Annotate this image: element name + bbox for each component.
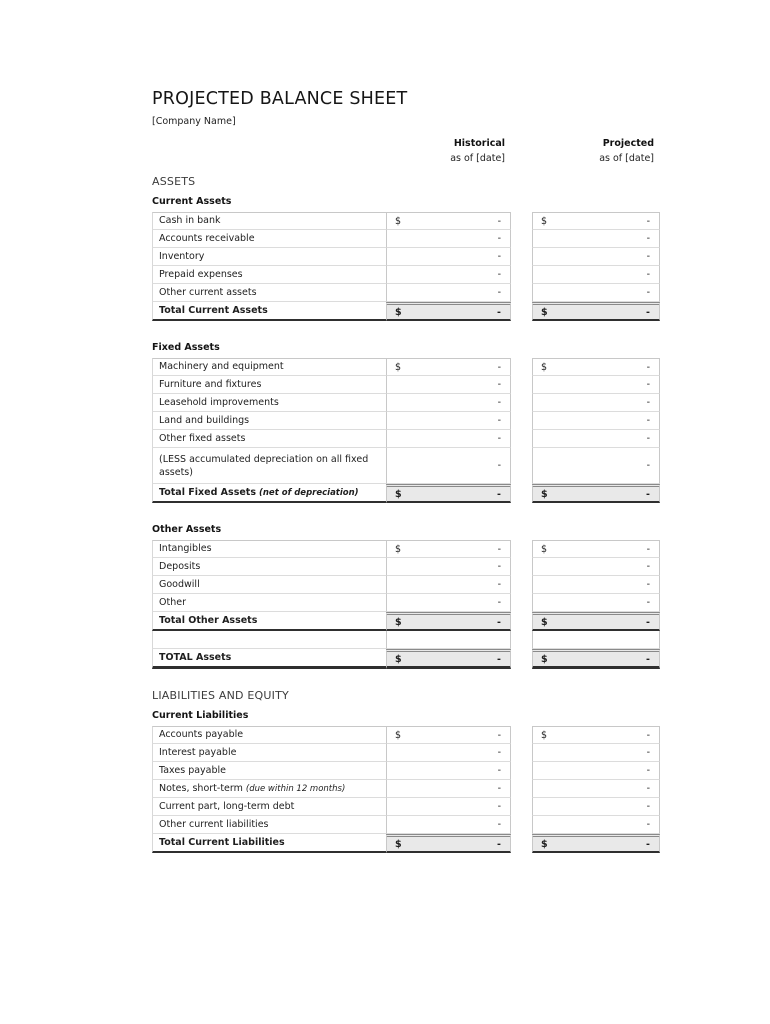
projected-value-cell — [532, 376, 660, 394]
balance-sheet-page — [152, 88, 660, 853]
balance-table — [152, 540, 660, 669]
cell-placeholder-value: - — [497, 765, 501, 776]
table-row — [152, 376, 660, 394]
row-label-text: Goodwill — [159, 578, 200, 590]
projected-value-cell — [532, 394, 660, 412]
historical-value-cell — [386, 448, 511, 484]
company-name-placeholder: [Company Name] — [152, 116, 236, 127]
row-label — [159, 579, 200, 591]
row-label-text: Total Fixed Assets — [159, 486, 256, 498]
cell-placeholder-value: - — [646, 460, 650, 471]
projected-column-label: Projected — [602, 138, 654, 149]
cell-placeholder-value: - — [646, 269, 650, 280]
row-label-text: Other fixed assets — [159, 432, 246, 444]
row-label — [159, 361, 284, 373]
projected-value-cell — [532, 834, 660, 853]
table-row — [152, 430, 660, 448]
cell-placeholder-value: - — [646, 819, 650, 830]
currency-symbol: $ — [541, 653, 548, 665]
row-label-text: TOTAL Assets — [159, 651, 232, 663]
row-label-cell — [152, 744, 386, 762]
cell-placeholder-value: - — [497, 561, 501, 572]
row-label-text: Total Current Liabilities — [159, 836, 285, 848]
historical-value-cell — [386, 484, 511, 503]
block-subheading: Other Assets — [152, 524, 222, 535]
table-row — [152, 780, 660, 798]
currency-symbol: $ — [395, 543, 402, 555]
row-label-note: (net of depreciation) — [259, 487, 359, 498]
historical-value-cell — [386, 540, 511, 558]
row-label-text: Total Current Assets — [159, 304, 268, 316]
historical-value-cell — [386, 631, 511, 649]
cell-placeholder-value: - — [646, 729, 650, 741]
cell-placeholder-value: - — [497, 415, 501, 426]
row-label-cell — [152, 376, 386, 394]
total-row — [152, 834, 660, 853]
row-label-text: Taxes payable — [159, 764, 227, 776]
row-label-text: (LESS accumulated depreciation on all fixed assets) — [159, 453, 369, 478]
table-row — [152, 798, 660, 816]
row-label — [159, 379, 261, 391]
total-row — [152, 484, 660, 503]
projected-value-cell — [532, 612, 660, 631]
cell-placeholder-value: - — [646, 838, 650, 850]
table-row — [152, 558, 660, 576]
row-label — [159, 397, 279, 409]
historical-value-cell — [386, 649, 511, 669]
historical-value-cell — [386, 762, 511, 780]
balance-table — [152, 726, 660, 853]
row-label-cell — [152, 266, 386, 284]
cell-placeholder-value: - — [646, 306, 650, 318]
balance-table — [152, 358, 660, 503]
projected-value-cell — [532, 284, 660, 302]
row-label-cell — [152, 816, 386, 834]
cell-placeholder-value: - — [497, 215, 501, 227]
row-label-cell — [152, 484, 386, 503]
table-row — [152, 284, 660, 302]
cell-placeholder-value: - — [497, 488, 501, 500]
historical-value-cell — [386, 412, 511, 430]
table-row — [152, 744, 660, 762]
balance-table — [152, 212, 660, 321]
blank-row — [152, 631, 660, 649]
historical-value-cell — [386, 430, 511, 448]
projected-value-cell — [532, 302, 660, 321]
row-label-text: Deposits — [159, 560, 201, 572]
row-label-cell — [152, 302, 386, 321]
cell-placeholder-value: - — [646, 433, 650, 444]
row-label-text: Inventory — [159, 250, 205, 262]
row-label — [159, 543, 212, 555]
block-subheading: Current Assets — [152, 196, 232, 207]
projected-value-cell — [532, 448, 660, 484]
row-label-cell — [152, 448, 386, 484]
value-column-headers — [386, 136, 660, 166]
cell-placeholder-value: - — [646, 379, 650, 390]
currency-symbol: $ — [395, 215, 402, 227]
currency-symbol: $ — [395, 306, 402, 318]
row-label — [159, 305, 268, 317]
currency-symbol: $ — [541, 616, 548, 628]
currency-symbol: $ — [541, 838, 548, 850]
cell-placeholder-value: - — [497, 653, 501, 665]
projected-value-cell — [532, 248, 660, 266]
cell-placeholder-value: - — [646, 361, 650, 373]
cell-placeholder-value: - — [497, 801, 501, 812]
currency-symbol: $ — [541, 729, 548, 741]
cell-placeholder-value: - — [646, 579, 650, 590]
row-label — [159, 801, 294, 813]
block-subheading: Fixed Assets — [152, 342, 220, 353]
historical-value-cell — [386, 284, 511, 302]
cell-placeholder-value: - — [646, 488, 650, 500]
cell-placeholder-value: - — [497, 579, 501, 590]
cell-placeholder-value: - — [497, 783, 501, 794]
historical-value-cell — [386, 212, 511, 230]
historical-value-cell — [386, 248, 511, 266]
row-label — [159, 269, 243, 281]
cell-placeholder-value: - — [497, 597, 501, 608]
cell-placeholder-value: - — [497, 251, 501, 262]
cell-placeholder-value: - — [646, 561, 650, 572]
historical-value-cell — [386, 612, 511, 631]
table-block — [152, 195, 660, 321]
cell-placeholder-value: - — [497, 397, 501, 408]
row-label-text: Other current liabilities — [159, 818, 269, 830]
row-label-cell — [152, 798, 386, 816]
projected-value-cell — [532, 558, 660, 576]
cell-placeholder-value: - — [497, 616, 501, 628]
row-label — [159, 251, 204, 263]
cell-placeholder-value: - — [497, 543, 501, 555]
row-label — [159, 215, 221, 227]
historical-value-cell — [386, 726, 511, 744]
cell-placeholder-value: - — [497, 287, 501, 298]
row-label — [159, 415, 249, 427]
projected-value-cell — [532, 576, 660, 594]
projected-value-cell — [532, 594, 660, 612]
row-label — [159, 233, 255, 245]
currency-symbol: $ — [541, 306, 548, 318]
cell-placeholder-value: - — [497, 379, 501, 390]
sections-container — [152, 175, 660, 853]
projected-value-cell — [532, 484, 660, 503]
row-label-cell — [152, 412, 386, 430]
row-label — [159, 487, 359, 499]
cell-placeholder-value: - — [497, 747, 501, 758]
cell-placeholder-value: - — [497, 306, 501, 318]
row-label-text: Other current assets — [159, 286, 257, 298]
row-label-cell — [152, 394, 386, 412]
historical-value-cell — [386, 594, 511, 612]
historical-as-of-date: as of [date] — [450, 153, 505, 164]
currency-symbol: $ — [541, 488, 548, 500]
projected-column-header — [532, 136, 660, 166]
row-label — [159, 433, 245, 445]
historical-value-cell — [386, 798, 511, 816]
table-block — [152, 709, 660, 853]
table-row — [152, 212, 660, 230]
row-label — [159, 561, 200, 573]
row-label — [159, 287, 257, 299]
row-label-cell — [152, 780, 386, 798]
row-label-text: Prepaid expenses — [159, 268, 243, 280]
row-label-text: Furniture and fixtures — [159, 378, 262, 390]
historical-value-cell — [386, 266, 511, 284]
projected-value-cell — [532, 631, 660, 649]
page-title: PROJECTED BALANCE SHEET — [152, 89, 408, 109]
row-label-note: (due within 12 months) — [245, 783, 346, 794]
row-label-text: Interest payable — [159, 746, 237, 758]
projected-value-cell — [532, 816, 660, 834]
row-label — [159, 615, 257, 627]
row-label-cell — [152, 631, 386, 649]
projected-value-cell — [532, 412, 660, 430]
row-label-text: Total Other Assets — [159, 614, 258, 626]
row-label-text: Cash in bank — [159, 215, 221, 226]
row-label-cell — [152, 284, 386, 302]
currency-symbol: $ — [541, 543, 548, 555]
row-label-cell — [152, 612, 386, 631]
historical-value-cell — [386, 780, 511, 798]
table-row — [152, 540, 660, 558]
currency-symbol: $ — [395, 838, 402, 850]
cell-placeholder-value: - — [646, 597, 650, 608]
table-row — [152, 394, 660, 412]
table-block — [152, 523, 660, 669]
cell-placeholder-value: - — [646, 747, 650, 758]
projected-value-cell — [532, 430, 660, 448]
table-row — [152, 448, 660, 484]
grand-total-row — [152, 649, 660, 669]
row-label-cell — [152, 540, 386, 558]
currency-symbol: $ — [541, 215, 548, 227]
historical-value-cell — [386, 376, 511, 394]
table-row — [152, 594, 660, 612]
currency-symbol: $ — [541, 361, 548, 373]
total-row — [152, 612, 660, 631]
cell-placeholder-value: - — [646, 415, 650, 426]
historical-value-cell — [386, 576, 511, 594]
currency-symbol: $ — [395, 488, 402, 500]
table-row — [152, 266, 660, 284]
table-row — [152, 816, 660, 834]
cell-placeholder-value: - — [497, 838, 501, 850]
row-label-text: Land and buildings — [159, 414, 250, 426]
table-row — [152, 576, 660, 594]
cell-placeholder-value: - — [646, 397, 650, 408]
row-label-cell — [152, 212, 386, 230]
cell-placeholder-value: - — [497, 233, 501, 244]
currency-symbol: $ — [395, 616, 402, 628]
historical-value-cell — [386, 744, 511, 762]
row-label-cell — [152, 762, 386, 780]
cell-placeholder-value: - — [646, 287, 650, 298]
projected-value-cell — [532, 230, 660, 248]
cell-placeholder-value: - — [497, 460, 501, 471]
row-label-cell — [152, 576, 386, 594]
section-heading: ASSETS — [152, 175, 196, 188]
row-label — [159, 819, 269, 831]
projected-value-cell — [532, 540, 660, 558]
row-label — [159, 783, 345, 795]
table-row — [152, 726, 660, 744]
currency-symbol: $ — [395, 361, 402, 373]
historical-value-cell — [386, 816, 511, 834]
section-liabilities-and-equity — [152, 689, 660, 853]
row-label — [159, 729, 243, 741]
historical-value-cell — [386, 302, 511, 321]
block-subheading: Current Liabilities — [152, 710, 249, 721]
cell-placeholder-value: - — [497, 269, 501, 280]
historical-value-cell — [386, 358, 511, 376]
cell-placeholder-value: - — [497, 819, 501, 830]
row-label — [159, 747, 236, 759]
table-row — [152, 412, 660, 430]
row-label-text: Other — [159, 596, 186, 608]
historical-value-cell — [386, 834, 511, 853]
historical-value-cell — [386, 394, 511, 412]
row-label-cell — [152, 726, 386, 744]
historical-value-cell — [386, 558, 511, 576]
row-label-cell — [152, 558, 386, 576]
table-block — [152, 341, 660, 503]
projected-value-cell — [532, 798, 660, 816]
row-label — [159, 765, 226, 777]
table-row — [152, 230, 660, 248]
row-label-text: Intangibles — [159, 543, 212, 554]
total-row — [152, 302, 660, 321]
section-heading: LIABILITIES AND EQUITY — [152, 689, 289, 702]
projected-as-of-date: as of [date] — [599, 153, 654, 164]
row-label — [159, 453, 382, 479]
cell-placeholder-value: - — [497, 729, 501, 741]
projected-value-cell — [532, 649, 660, 669]
row-label-text: Notes, short-term — [159, 782, 243, 794]
row-label-cell — [152, 649, 386, 669]
table-row — [152, 762, 660, 780]
table-row — [152, 358, 660, 376]
cell-placeholder-value: - — [646, 215, 650, 227]
cell-placeholder-value: - — [646, 616, 650, 628]
cell-placeholder-value: - — [497, 361, 501, 373]
row-label-cell — [152, 834, 386, 853]
currency-symbol: $ — [395, 729, 402, 741]
cell-placeholder-value: - — [646, 765, 650, 776]
projected-value-cell — [532, 744, 660, 762]
row-label — [159, 837, 285, 849]
row-label-text: Accounts receivable — [159, 232, 255, 244]
projected-value-cell — [532, 266, 660, 284]
historical-column-header — [386, 136, 511, 166]
row-label-cell — [152, 230, 386, 248]
row-label-text: Accounts payable — [159, 729, 244, 740]
projected-value-cell — [532, 358, 660, 376]
cell-placeholder-value: - — [646, 783, 650, 794]
cell-placeholder-value: - — [646, 801, 650, 812]
row-label-cell — [152, 358, 386, 376]
cell-placeholder-value: - — [646, 653, 650, 665]
table-row — [152, 248, 660, 266]
row-label-cell — [152, 594, 386, 612]
historical-value-cell — [386, 230, 511, 248]
row-label-text: Machinery and equipment — [159, 361, 284, 372]
row-label-text: Leasehold improvements — [159, 396, 279, 408]
row-label-cell — [152, 430, 386, 448]
row-label — [159, 652, 231, 664]
row-label-cell — [152, 248, 386, 266]
cell-placeholder-value: - — [497, 433, 501, 444]
cell-placeholder-value: - — [646, 233, 650, 244]
row-label-text: Current part, long-term debt — [159, 800, 295, 812]
cell-placeholder-value: - — [646, 251, 650, 262]
projected-value-cell — [532, 726, 660, 744]
row-label — [159, 597, 186, 609]
projected-value-cell — [532, 762, 660, 780]
section-assets — [152, 175, 660, 669]
projected-value-cell — [532, 212, 660, 230]
cell-placeholder-value: - — [646, 543, 650, 555]
currency-symbol: $ — [395, 653, 402, 665]
historical-column-label: Historical — [453, 138, 505, 149]
projected-value-cell — [532, 780, 660, 798]
